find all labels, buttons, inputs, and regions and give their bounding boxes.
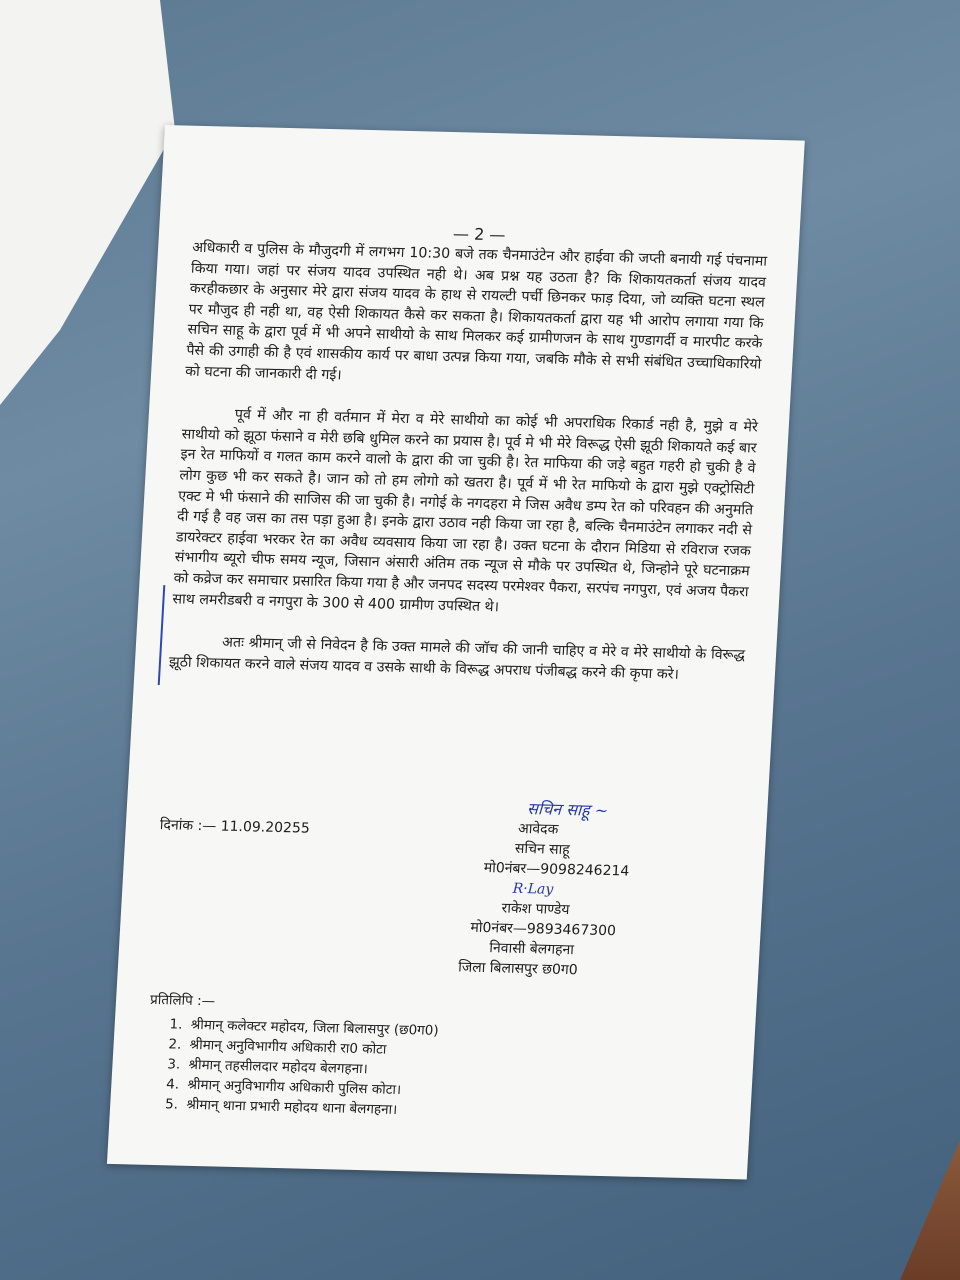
signature-2: R·Lay [512,880,554,898]
applicant-1-phone: मो0नंबर—9098246214 [483,860,630,880]
copies-list [168,1014,569,1124]
applicant-2-name: राकेश पाण्डेय [501,900,570,919]
signature-block [457,799,748,985]
letter-body [167,238,767,709]
copy-item: 2. श्रीमान् अनुविभागीय अधिकारी रा0 कोटा [185,1035,568,1064]
applicant-2-phone: मो0नंबर—9893467300 [470,919,617,940]
copy-item: 3. श्रीमान् तहसीलदार महोदय बेलगहना। [184,1055,567,1084]
applicant-1-name: सचिन साहू [514,840,571,859]
copy-item: 4. श्रीमान् अनुविभागीय अधिकारी पुलिस कोटा। [183,1075,566,1104]
copy-item: 1. श्रीमान् कलेक्टर महोदय, जिला बिलासपुर (छ0ग0) [186,1015,569,1044]
district: जिला बिलासपुर छ0ग0 [457,959,579,979]
signature-1: सचिन साहू ∼ [526,799,609,821]
residence: निवासी बेलगहना [488,940,575,959]
paragraph-1: अधिकारी व पुलिस के मौजुदगी में लगभग 10:30 बजे तक चैनमाउंटेन और हाईवा की जप्ती बनायी गई पंचनामा किया गया। जहां पर संजय यादव उपस्थित नही थे। अब प्रश्न यह उठता है? कि शिकायतकर्ता संजय यादव करहीकछार के अनुसार मेरे द्वारा संजय यादव के हाथ से रायल्टी पर्ची छिनकर फाड़ दिया, जो व्यक्ति घटना स्थल पर मौजुद ही नही था, वह ऐसी शिकायत कैसे कर सकता है। शिकायतकर्ता द्वारा यह भी आरोप लगाया गया कि सचिन साहू के द्वारा पूर्व में भी अपने साथीयो के साथ मिलकर कई ग्रामीणजन के साथ गुण्डागर्दी व मारपीट करके पैसे की उगाही की है एवं शासकीय कार्य पर बाधा उत्पन्न किया गया, जबकि मौके से सभी संबंधित उच्चाधिकारियो को घटना की जानकारी दी गई। [184,239,768,383]
pen-margin-mark [158,585,166,685]
document-page [107,125,805,1180]
copy-item: 5. श्रीमान् थाना प्रभारी महोदय थाना बेलगहना। [182,1095,565,1124]
page-number: — 2 — [452,224,506,245]
copies-label: प्रतिलिपि :— [149,991,216,1010]
applicant-label: आवेदक [517,820,559,838]
copies-section [144,990,571,1124]
background-corner-object [900,1140,960,1280]
paragraph-3: अतः श्रीमान् जी से निवेदन है कि उक्त मामले की जॉच की जानी चाहिए व मेरे व मेरे साथीयो के विरूद्ध झूठी शिकायत करने वाले संजय यादव व उसके साथी के विरूद्ध अपराध पंजीबद्ध करने की कृपा करे। [168,634,746,683]
paragraph-2: पूर्व में और ना ही वर्तमान में मेरा व मेरे साथीयो का कोई भी अपराधिक रिकार्ड नही है, मुझे व मेरे साथीयो को झूठा फंसाने व मेरी छबि धुमिल करने का प्रयास है। पूर्व मे भी मेरे विरूद्ध ऐसी झूठी शिकायते कई बार इन रेत माफियों व गलत काम करने वालो के द्वारा की जा चुकी है। रेत माफिया की जड़े बहुत गहरी हो चुकी है वे लोग कुछ भी कर सकते है। जान को तो हम लोगो को खतरा है। पूर्व में भी रेत माफियो के द्वारा मुझे एक्ट्रोसिटी एक्ट मे भी फंसाने की साजिस की जा चुकी है। नगोई के नगदहरा मे जिस अवैध डम्प रेत को परिवहन की अनुमति दी गई है वह जस का तस पड़ा हुआ है। इनके द्वारा उठाव नही किया जा रहा है, बल्कि चैनमाउंटेन लगाकर नदी से डायरेक्टर हाईवा भरकर रेत का अवैध व्यवसाय किया जा रहा है। उक्त घटना के दौरान मिडिया से रविराज रजक संभागीय ब्यूरो चीफ समय न्यूज, जिसान अंसारी अंतिम तक न्यूज से मौके पर उपस्थित थे, जिन्होने पूरे घटनाक्रम को कव्रेज कर समाचार प्रसारित किया गया है और जनपद सदस्य परमेश्वर पैकरा, सरपंच नगपुरा, एवं अजय पैकरा साथ लमरीडबरी व नगपुरा के 300 से 400 ग्रामीण उपस्थित थे। [172,406,759,615]
date-line: दिनांक :— 11.09.20255 [159,817,311,837]
